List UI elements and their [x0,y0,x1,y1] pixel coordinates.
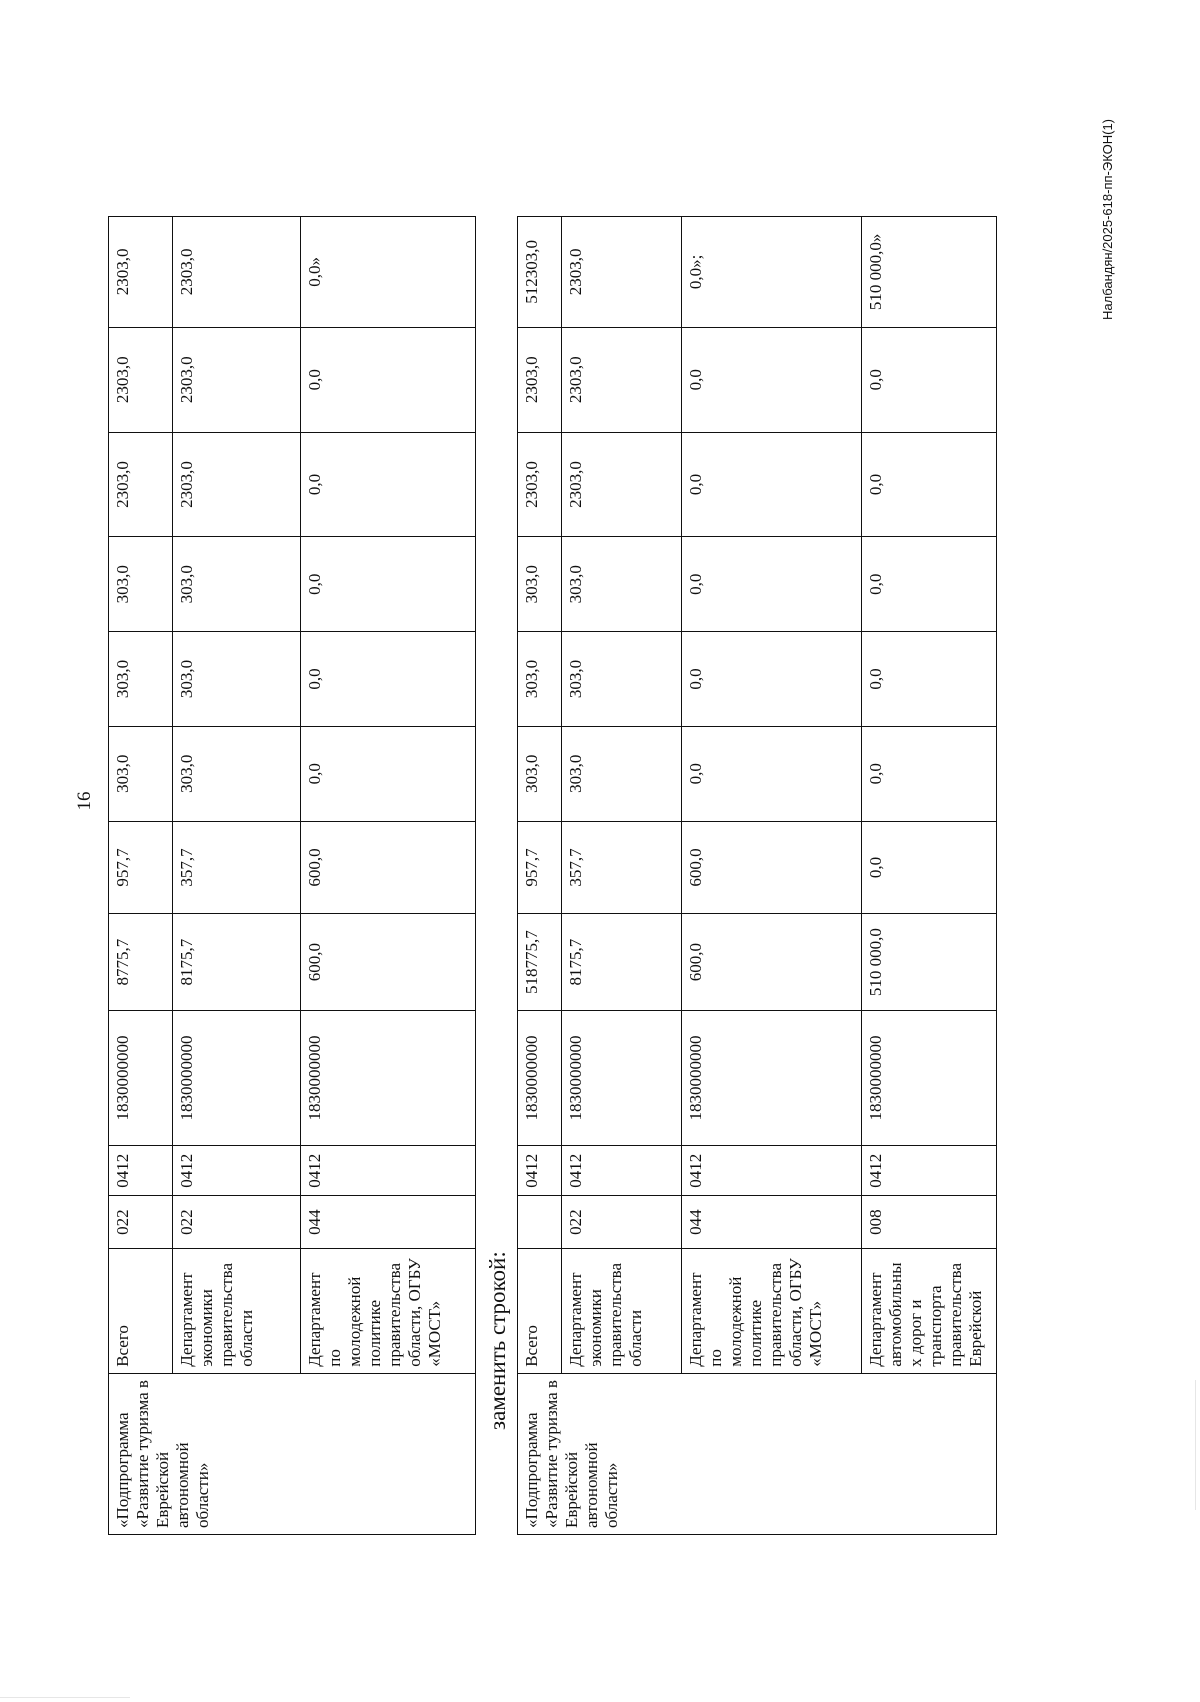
cell-value: 0,0 [301,726,476,821]
cell-value: 510 000,0 [862,914,997,1011]
cell-rz-pr: 0412 [862,1146,997,1196]
cell-value: 8175,7 [562,914,682,1011]
cell-value: 2303,0 [562,327,682,432]
cell-executor: Всего [109,1248,173,1373]
cell-value: 2303,0 [109,432,173,537]
table-row [173,96,301,1535]
cell-value: 303,0 [109,537,173,632]
cell-csr: 1830000000 [518,1011,562,1146]
cell-value: 0,0»; [682,217,862,328]
cell-value: 0,0 [301,432,476,537]
cell-value: 0,0 [301,537,476,632]
table-row [109,96,173,1535]
cell-executor: Департамент автомобильных дорог и транспорта правительства Еврейской [862,1248,997,1373]
table-row [862,96,997,1535]
replace-heading-text: заменить строкой: [485,1251,510,1430]
table-new [517,95,997,1535]
cell-value: 0,0 [301,327,476,432]
cell-program: «Подпрограмма «Развитие туризма в Еврейской автономной области» [109,1373,476,1534]
cell-rz-pr: 0412 [518,1146,562,1196]
cell-value: 303,0 [518,726,562,821]
cell-csr: 1830000000 [562,1011,682,1146]
table-row [682,96,862,1535]
table-new-wrapper [517,95,997,1535]
cell-grbs: 022 [109,1196,173,1248]
cell-value: 510 000,0» [862,217,997,328]
cell-value: 0,0 [682,327,862,432]
cell-value: 0,0 [862,726,997,821]
cell-value: 0,0 [682,537,862,632]
cell-grbs [518,1196,562,1248]
cell-value: 518775,7 [518,914,562,1011]
cell-value: 0,0 [682,726,862,821]
cell-value: 0,0 [682,632,862,727]
cell-value: 303,0 [173,632,301,727]
cell-value: 2303,0 [518,327,562,432]
table-old [108,95,476,1535]
document-id [1100,118,1126,320]
cell-value: 8175,7 [173,914,301,1011]
cell-value: 303,0 [109,726,173,821]
table-row [562,96,682,1535]
cell-grbs: 022 [562,1196,682,1248]
cell-rz-pr: 0412 [173,1146,301,1196]
table-old-wrapper [108,95,476,1535]
cell-value: 957,7 [109,821,173,914]
cell-value: 0,0 [862,632,997,727]
cell-value: 600,0 [301,914,476,1011]
cell-value: 0,0 [862,327,997,432]
cell-rz-pr: 0412 [301,1146,476,1196]
cell-value: 512303,0 [518,217,562,328]
cell-value: 8775,7 [109,914,173,1011]
cell-value: 957,7 [518,821,562,914]
cell-value: 357,7 [562,821,682,914]
cell-value: 303,0 [562,632,682,727]
cell-value: 0,0 [682,432,862,537]
cell-value: 2303,0 [109,217,173,328]
cell-value: 600,0 [682,821,862,914]
cell-value: 303,0 [173,537,301,632]
cell-rz-pr: 0412 [562,1146,682,1196]
cell-value: 303,0 [518,537,562,632]
table-row [518,96,562,1535]
cell-value: 2303,0 [173,432,301,537]
cell-executor: Департамент по молодежной политике правительства области, ОГБУ «МОСТ» [301,1248,476,1373]
cell-value: 357,7 [173,821,301,914]
cell-value: 303,0 [562,726,682,821]
cell-value: 2303,0 [518,432,562,537]
cell-rz-pr: 0412 [682,1146,862,1196]
cell-value: 600,0 [682,914,862,1011]
document-id-text: Налбандян/2025-618-пп-ЭКОН(1) [1100,118,1115,320]
cell-grbs: 022 [173,1196,301,1248]
cell-executor: Департамент по молодежной политике правительства области, ОГБУ «МОСТ» [682,1248,862,1373]
cell-value: 600,0 [301,821,476,914]
cell-executor: Департамент экономики правительства области [173,1248,301,1373]
cell-value: 0,0 [862,821,997,914]
cell-rz-pr: 0412 [109,1146,173,1196]
cell-value: 0,0» [301,217,476,328]
cell-csr: 1830000000 [682,1011,862,1146]
scan-edge-line [0,1697,130,1698]
cell-value: 2303,0 [562,432,682,537]
cell-value: 2303,0 [109,327,173,432]
cell-value: 0,0 [862,537,997,632]
cell-value: 2303,0 [173,327,301,432]
cell-value: 303,0 [109,632,173,727]
page-number: 16 [74,791,95,811]
cell-csr: 1830000000 [109,1011,173,1146]
cell-value: 0,0 [862,432,997,537]
cell-value: 303,0 [562,537,682,632]
cell-executor: Департамент экономики правительства области [562,1248,682,1373]
cell-executor: Всего [518,1248,562,1373]
cell-program: «Подпрограмма «Развитие туризма в Еврейской автономной области» [518,1373,997,1534]
cell-grbs: 044 [682,1196,862,1248]
cell-grbs: 008 [862,1196,997,1248]
cell-grbs: 044 [301,1196,476,1248]
cell-csr: 1830000000 [173,1011,301,1146]
table-row [301,96,476,1535]
cell-value: 303,0 [173,726,301,821]
cell-value: 0,0 [301,632,476,727]
cell-csr: 1830000000 [301,1011,476,1146]
cell-csr: 1830000000 [862,1011,997,1146]
cell-value: 303,0 [518,632,562,727]
scan-edge-line-right [1195,1380,1196,1510]
cell-value: 2303,0 [562,217,682,328]
cell-value: 2303,0 [173,217,301,328]
